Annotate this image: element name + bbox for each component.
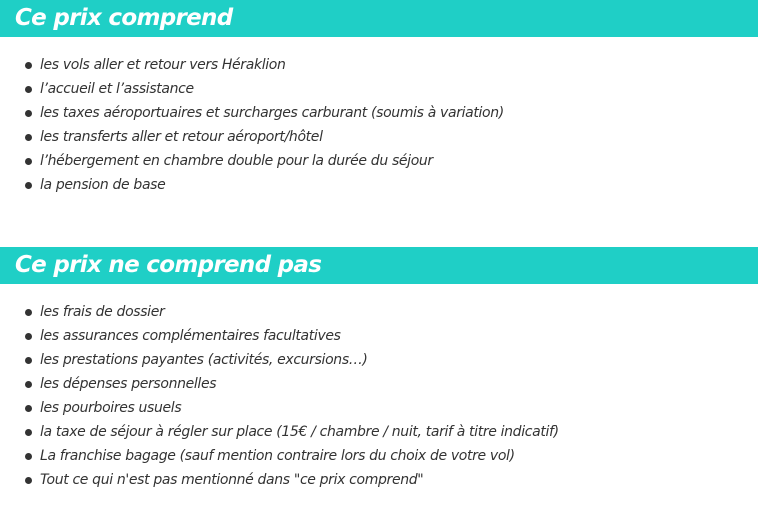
list-item-text: la pension de base [40,177,166,193]
list-item-text: l’accueil et l’assistance [40,81,194,97]
list-item [0,149,504,173]
list-item-text: les transferts aller et retour aéroport/hôtel [40,129,323,145]
bullet-dot-icon [25,158,32,165]
list-item-text: les pourboires usuels [40,400,182,416]
list-item-text: les vols aller et retour vers Héraklion [40,57,286,73]
list-item-text: les dépenses personnelles [40,376,217,392]
excluded-list [0,300,559,492]
list-item-text: les assurances complémentaires facultatives [40,328,341,344]
list-item-text: les prestations payantes (activités, excursions…) [40,352,368,368]
list-item [0,444,559,468]
bullet-dot-icon [25,110,32,117]
list-item [0,125,504,149]
list-item [0,173,504,197]
bullet-dot-icon [25,381,32,388]
list-item-text: la taxe de séjour à régler sur place (15€ / chambre / nuit, tarif à titre indicatif) [40,424,559,440]
list-item [0,348,559,372]
included-list [0,53,504,197]
bullet-dot-icon [25,477,32,484]
excluded-section-header [0,247,758,284]
list-item [0,77,504,101]
excluded-section-title: Ce prix ne comprend pas [15,252,322,278]
bullet-dot-icon [25,453,32,460]
bullet-dot-icon [25,405,32,412]
bullet-dot-icon [25,86,32,93]
bullet-dot-icon [25,182,32,189]
list-item-text: l’hébergement en chambre double pour la durée du séjour [40,153,433,169]
list-item [0,300,559,324]
list-item [0,468,559,492]
list-item [0,372,559,396]
list-item-text: La franchise bagage (sauf mention contraire lors du choix de votre vol) [40,448,515,464]
list-item [0,101,504,125]
bullet-dot-icon [25,333,32,340]
list-item-text: les taxes aéroportuaires et surcharges carburant (soumis à variation) [40,105,504,121]
bullet-dot-icon [25,309,32,316]
list-item-text: les frais de dossier [40,304,165,320]
bullet-dot-icon [25,134,32,141]
list-item [0,420,559,444]
list-item-text: Tout ce qui n'est pas mentionné dans "ce prix comprend" [40,472,424,488]
list-item [0,53,504,77]
included-section-title: Ce prix comprend [15,5,233,31]
bullet-dot-icon [25,62,32,69]
list-item [0,324,559,348]
bullet-dot-icon [25,357,32,364]
list-item [0,396,559,420]
bullet-dot-icon [25,429,32,436]
included-section-header [0,0,758,37]
